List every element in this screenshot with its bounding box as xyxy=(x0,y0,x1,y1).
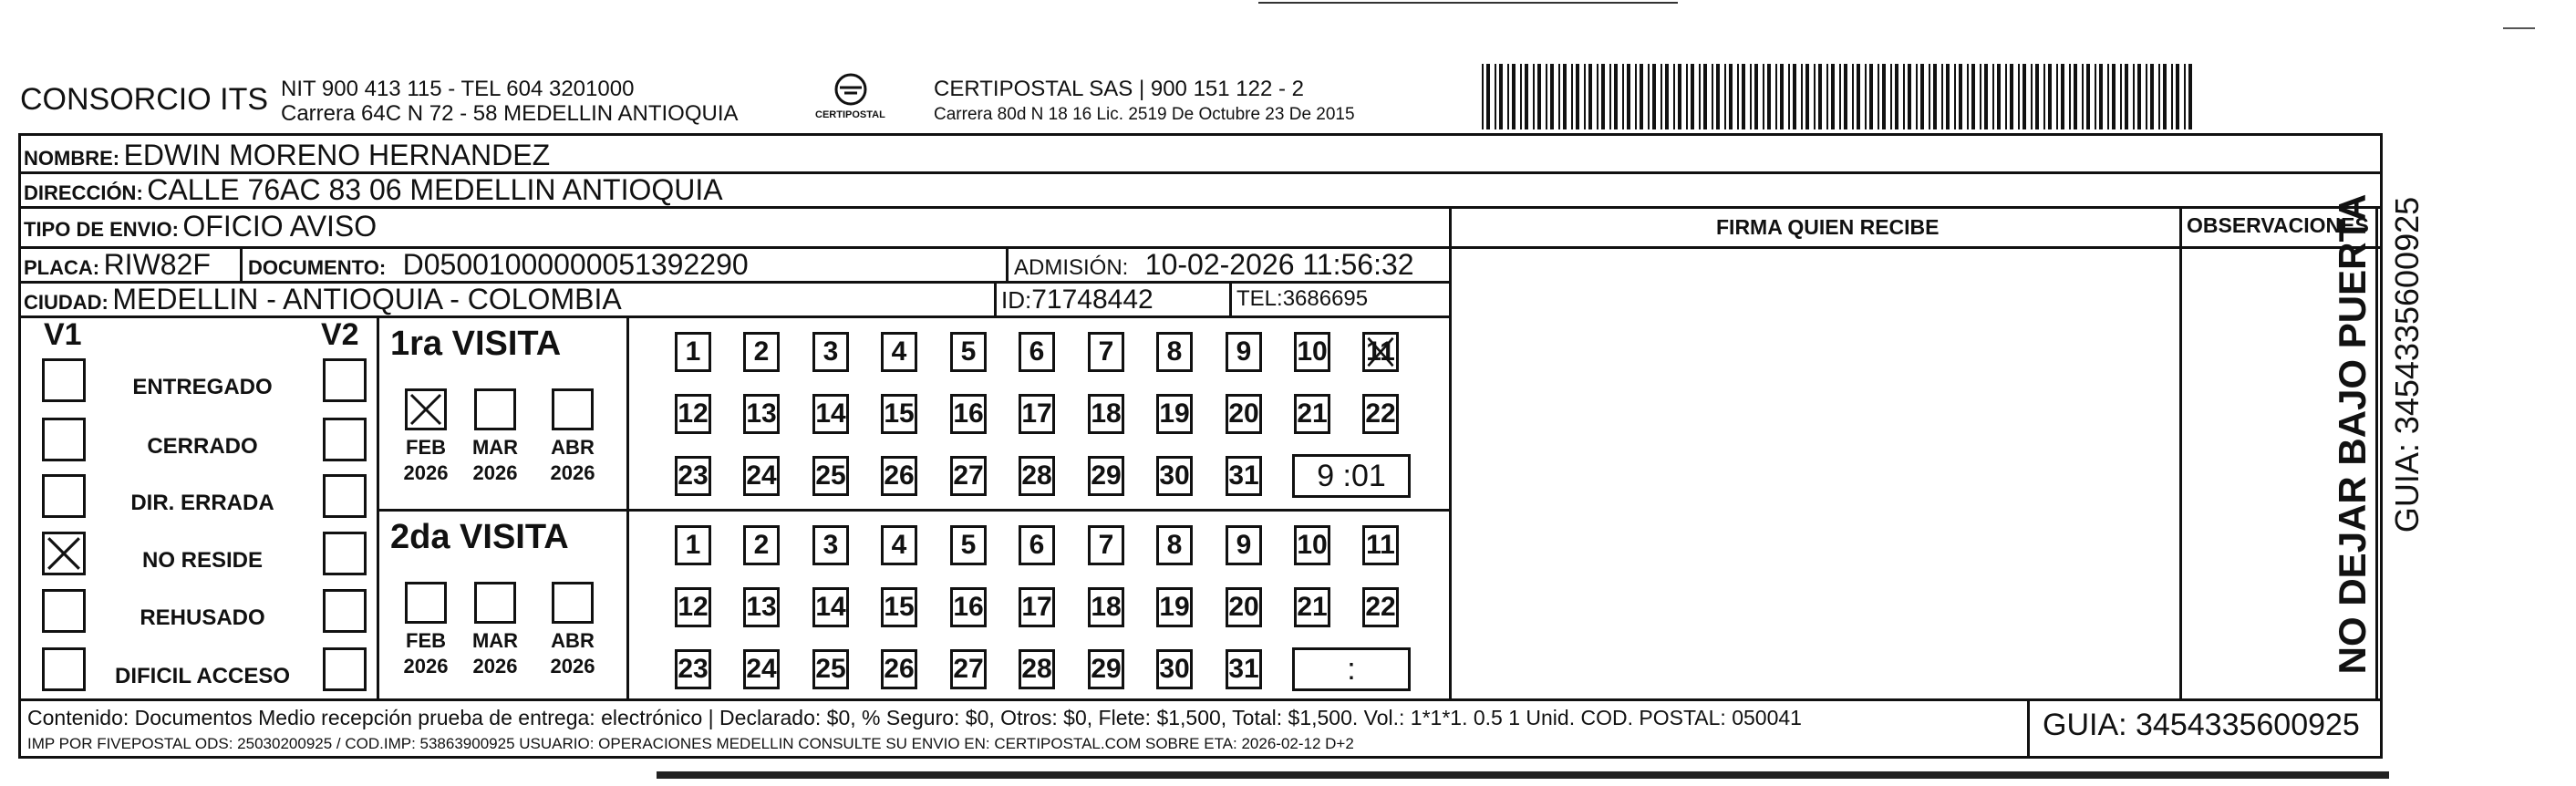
barcode-bar xyxy=(1865,64,1867,129)
side-warning: NO DEJAR BAJO PUERTA xyxy=(2331,193,2374,675)
col-line xyxy=(1229,281,1232,315)
certipostal-logo-icon xyxy=(810,71,892,113)
month-label: FEB xyxy=(406,629,446,652)
month-checkbox[interactable] xyxy=(405,582,447,624)
day-box[interactable]: 24 xyxy=(743,456,780,496)
status-label: REHUSADO xyxy=(140,605,265,630)
barcode-bar xyxy=(1576,64,1579,129)
barcode-bar xyxy=(1920,64,1924,129)
day-box[interactable]: 30 xyxy=(1156,456,1193,496)
day-box[interactable]: 2 xyxy=(743,332,780,372)
v1-checkbox[interactable] xyxy=(42,418,86,461)
barcode-bar xyxy=(2184,64,2186,129)
month-label: FEB xyxy=(406,436,446,459)
barcode-bar xyxy=(1507,64,1509,129)
barcode-bar xyxy=(1703,64,1707,129)
day-box[interactable]: 2 xyxy=(743,525,780,565)
day-box[interactable]: 5 xyxy=(950,525,987,565)
barcode-bar xyxy=(1788,64,1790,129)
day-box[interactable]: 14 xyxy=(812,587,849,627)
status-label: CERRADO xyxy=(147,434,258,459)
nombre-field xyxy=(24,139,550,172)
v2-checkbox[interactable] xyxy=(323,589,367,633)
footer-line1: Contenido: Documentos Medio recepción prueba de entrega: electrónico | Declarado: $0, % Seguro: $0, Otros: $0, Flete: $1,500, Total: $1,500. Vol.: 1*1*1. 0.5 1 Unid. COD. POSTAL: 050041 xyxy=(27,706,1802,729)
day-box[interactable]: 25 xyxy=(812,649,849,689)
col-line xyxy=(240,246,243,281)
day-box[interactable]: 13 xyxy=(743,394,780,434)
barcode-bar xyxy=(1878,64,1879,129)
barcode-bar xyxy=(1933,64,1937,129)
barcode-bar xyxy=(2137,64,2141,129)
barcode-bar xyxy=(1967,64,1969,129)
barcode-bar xyxy=(2163,64,2167,129)
barcode-bar xyxy=(1686,64,1688,129)
check-mark-icon xyxy=(45,534,83,573)
nombre-value: EDWIN MORENO HERNANDEZ xyxy=(123,139,551,171)
courier-line1: CERTIPOSTAL SAS | 900 151 122 - 2 xyxy=(934,77,1304,101)
day-box[interactable]: 7 xyxy=(1088,332,1124,372)
barcode-bar xyxy=(1546,64,1547,129)
barcode-bar xyxy=(2176,64,2179,129)
col-line xyxy=(1449,206,1452,698)
logo-text: CERTIPOSTAL xyxy=(815,109,885,120)
year-label: 2026 xyxy=(550,461,595,484)
time-box[interactable]: : xyxy=(1292,647,1411,691)
day-box[interactable]: 26 xyxy=(881,649,917,689)
barcode-bar xyxy=(1678,64,1681,129)
id-label: ID: xyxy=(1001,286,1032,314)
barcode-bar xyxy=(1614,64,1618,129)
day-box[interactable]: 4 xyxy=(881,332,917,372)
day-box[interactable]: 3 xyxy=(812,332,849,372)
barcode-bar xyxy=(2188,64,2192,129)
day-box[interactable]: 3 xyxy=(812,525,849,565)
barcode-bar xyxy=(1499,64,1503,129)
day-box[interactable]: 10 xyxy=(1294,332,1330,372)
status-label: DIR. ERRADA xyxy=(130,491,274,515)
tipo-field xyxy=(24,210,377,243)
day-box[interactable]: 19 xyxy=(1156,587,1193,627)
tipo-label: TIPO DE ENVIO: xyxy=(24,218,179,241)
day-box[interactable]: 22 xyxy=(1362,394,1399,434)
day-box[interactable]: 18 xyxy=(1088,587,1124,627)
barcode-bar xyxy=(1609,64,1611,129)
barcode-bar xyxy=(1712,64,1713,129)
v2-checkbox[interactable] xyxy=(323,647,367,691)
v1-checkbox[interactable] xyxy=(42,474,86,518)
barcode-bar xyxy=(1558,64,1560,129)
day-box[interactable]: 1 xyxy=(675,332,711,372)
barcode-bar xyxy=(2035,64,2039,129)
day-box[interactable]: 9 xyxy=(1226,332,1262,372)
day-box[interactable]: 15 xyxy=(881,587,917,627)
day-box[interactable]: 28 xyxy=(1019,649,1055,689)
barcode-bar xyxy=(1793,64,1796,129)
certipostal-logo xyxy=(810,71,892,126)
barcode-bar xyxy=(1622,64,1624,129)
barcode-bar xyxy=(1984,64,1988,129)
v1-checkbox[interactable] xyxy=(42,532,86,575)
month-checkbox[interactable] xyxy=(552,388,594,430)
barcode-bar xyxy=(2005,64,2007,129)
barcode-bar xyxy=(1716,64,1720,129)
company-line2: Carrera 64C N 72 - 58 MEDELLIN ANTIOQUIA xyxy=(281,101,739,126)
barcode-bar xyxy=(1908,64,1911,129)
footer-guia: GUIA: 3454335600925 xyxy=(2043,708,2360,742)
barcode-bar xyxy=(1495,64,1496,129)
barcode-bar xyxy=(1763,64,1764,129)
barcode-bar xyxy=(1635,64,1637,129)
barcode-bar xyxy=(1652,64,1656,129)
documento-label: DOCUMENTO: xyxy=(248,256,387,279)
barcode-bar xyxy=(1895,64,1898,129)
barcode-bar xyxy=(1640,64,1643,129)
barcode-bar xyxy=(1890,64,1892,129)
barcode-bar xyxy=(2018,64,2020,129)
col-line xyxy=(377,315,379,698)
day-box[interactable]: 31 xyxy=(1226,456,1262,496)
barcode-bar xyxy=(1954,64,1956,129)
col-line xyxy=(994,281,997,315)
col-line xyxy=(2375,206,2378,698)
barcode-bar xyxy=(1660,64,1662,129)
day-box[interactable]: 22 xyxy=(1362,587,1399,627)
year-label: 2026 xyxy=(403,461,449,484)
scan-mark-top xyxy=(1258,2,1678,4)
direccion-field xyxy=(24,173,723,207)
day-box[interactable]: 10 xyxy=(1294,525,1330,565)
month-label: MAR xyxy=(471,436,519,459)
footer-line2: IMP POR FIVEPOSTAL ODS: 25030200925 / COD.IMP: 53863900925 USUARIO: OPERACIONES MEDELLIN CONSULTE SU ENVIO EN: CERTIPOSTAL.COM SOBRE ETA: 2026-02-12 D+2 xyxy=(27,735,1354,752)
month-checkbox[interactable] xyxy=(552,582,594,624)
barcode-bar xyxy=(2146,64,2147,129)
ciudad-value: MEDELLIN - ANTIOQUIA - COLOMBIA xyxy=(112,283,622,315)
barcode-bar xyxy=(1533,64,1535,129)
placa-label: PLACA: xyxy=(24,256,100,279)
day-box[interactable]: 26 xyxy=(881,456,917,496)
company-name: CONSORCIO ITS xyxy=(20,82,269,117)
v1-header: V1 xyxy=(44,317,82,352)
placa-value: RIW82F xyxy=(103,248,211,281)
documento-value: D05001000000051392290 xyxy=(402,248,749,281)
day-box[interactable]: 27 xyxy=(950,649,987,689)
ciudad-field xyxy=(24,283,622,316)
barcode-bar xyxy=(1941,64,1943,129)
day-box[interactable]: 31 xyxy=(1226,649,1262,689)
scan-mark-right xyxy=(2503,27,2535,29)
barcode-bar xyxy=(1597,64,1598,129)
v2-checkbox[interactable] xyxy=(323,532,367,575)
month-label: ABR xyxy=(551,436,595,459)
barcode-bar xyxy=(1818,64,1822,129)
barcode-bar xyxy=(1588,64,1592,129)
barcode-bar xyxy=(1903,64,1905,129)
barcode-bar xyxy=(1550,64,1554,129)
day-box[interactable]: 16 xyxy=(950,394,987,434)
barcode-bar xyxy=(1831,64,1835,129)
barcode-bar xyxy=(1980,64,1981,129)
barcode-bar xyxy=(2107,64,2109,129)
barcode-bar xyxy=(1992,64,1994,129)
barcode-bar xyxy=(1729,64,1733,129)
day-box[interactable]: 12 xyxy=(675,394,711,434)
barcode-bar xyxy=(1699,64,1701,129)
day-box[interactable]: 6 xyxy=(1019,525,1055,565)
firma-header: FIRMA QUIEN RECIBE xyxy=(1716,215,1940,239)
id-field xyxy=(1001,284,1154,315)
day-box[interactable]: 1 xyxy=(675,525,711,565)
barcode-bar xyxy=(1537,64,1541,129)
observaciones-header: OBSERVACIONES xyxy=(2187,213,2369,237)
month-checkbox[interactable] xyxy=(474,388,516,430)
day-box[interactable]: 28 xyxy=(1019,456,1055,496)
day-box[interactable]: 19 xyxy=(1156,394,1193,434)
day-box[interactable]: 30 xyxy=(1156,649,1193,689)
barcode-bar xyxy=(2082,64,2084,129)
year-label: 2026 xyxy=(472,655,518,677)
row-line xyxy=(1452,246,2383,249)
day-box[interactable]: 24 xyxy=(743,649,780,689)
day-box[interactable]: 9 xyxy=(1226,525,1262,565)
barcode-bar xyxy=(1571,64,1573,129)
barcode-bar xyxy=(2158,64,2160,129)
barcode-bar xyxy=(1742,64,1745,129)
barcode-bar xyxy=(1627,64,1630,129)
day-box[interactable]: 4 xyxy=(881,525,917,565)
barcode-bar xyxy=(2010,64,2013,129)
day-box[interactable]: 23 xyxy=(675,456,711,496)
barcode-bar xyxy=(1486,64,1490,129)
barcode-bar xyxy=(2061,64,2064,129)
year-label: 2026 xyxy=(550,655,595,677)
col-line xyxy=(1006,246,1009,281)
month-checkbox[interactable] xyxy=(405,388,447,430)
barcode-bar xyxy=(2043,64,2045,129)
direccion-value: CALLE 76AC 83 06 MEDELLIN ANTIOQUIA xyxy=(147,173,723,206)
barcode-bar xyxy=(1857,64,1860,129)
nombre-label: NOMBRE: xyxy=(24,147,120,170)
barcode-bar xyxy=(1780,64,1784,129)
barcode-bar xyxy=(1724,64,1726,129)
status-label: ENTREGADO xyxy=(132,375,273,399)
day-box[interactable]: 11 xyxy=(1362,332,1399,372)
v1-checkbox[interactable] xyxy=(42,358,86,402)
barcode-bar xyxy=(1882,64,1886,129)
barcode-bar xyxy=(2048,64,2052,129)
ciudad-label: CIUDAD: xyxy=(24,291,109,314)
month-checkbox[interactable] xyxy=(474,582,516,624)
day-box[interactable]: 29 xyxy=(1088,649,1124,689)
barcode-bar xyxy=(2171,64,2173,129)
day-box[interactable]: 25 xyxy=(812,456,849,496)
id-value: 71748442 xyxy=(1031,284,1154,315)
day-box[interactable]: 20 xyxy=(1226,394,1262,434)
admision-field xyxy=(1014,248,1414,282)
courier-line2: Carrera 80d N 18 16 Lic. 2519 De Octubre 23 De 2015 xyxy=(934,105,1355,124)
barcode-bar xyxy=(1520,64,1522,129)
col-line xyxy=(2179,206,2182,698)
status-label: DIFICIL ACCESO xyxy=(114,664,291,688)
barcode xyxy=(1482,64,2202,129)
barcode-bar xyxy=(1525,64,1528,129)
visit-title: 1ra VISITA xyxy=(390,325,562,363)
barcode-bar xyxy=(1997,64,2001,129)
barcode-bar xyxy=(1801,64,1803,129)
v2-checkbox[interactable] xyxy=(323,474,367,518)
company-line1: NIT 900 413 115 - TEL 604 3201000 xyxy=(281,77,635,101)
day-box[interactable]: 29 xyxy=(1088,456,1124,496)
year-label: 2026 xyxy=(403,655,449,677)
time-box[interactable]: 9 :01 xyxy=(1292,454,1411,498)
day-box[interactable]: 12 xyxy=(675,587,711,627)
check-mark-icon xyxy=(1365,335,1396,369)
barcode-bar xyxy=(2133,64,2135,129)
barcode-bar xyxy=(1750,64,1752,129)
barcode-bar xyxy=(1826,64,1828,129)
barcode-bar xyxy=(1665,64,1669,129)
v2-header: V2 xyxy=(321,317,359,352)
barcode-bar xyxy=(2095,64,2096,129)
status-label: NO RESIDE xyxy=(141,548,264,573)
barcode-bar xyxy=(2074,64,2077,129)
day-box[interactable]: 18 xyxy=(1088,394,1124,434)
tel-value: 3686695 xyxy=(1282,286,1369,311)
barcode-bar xyxy=(1648,64,1650,129)
day-box[interactable]: 17 xyxy=(1019,394,1055,434)
barcode-bar xyxy=(1946,64,1950,129)
side-guia: GUIA: 3454335600925 xyxy=(2388,196,2426,533)
day-box[interactable]: 17 xyxy=(1019,587,1055,627)
tipo-value: OFICIO AVISO xyxy=(182,210,378,243)
day-box[interactable]: 8 xyxy=(1156,332,1193,372)
barcode-bar xyxy=(2056,64,2058,129)
barcode-bar xyxy=(1512,64,1516,129)
day-box[interactable]: 21 xyxy=(1294,587,1330,627)
day-box[interactable]: 8 xyxy=(1156,525,1193,565)
barcode-bar xyxy=(1584,64,1586,129)
barcode-bar xyxy=(1767,64,1771,129)
barcode-bar xyxy=(2031,64,2033,129)
barcode-bar xyxy=(1929,64,1930,129)
barcode-bar xyxy=(1691,64,1694,129)
barcode-bar xyxy=(2150,64,2154,129)
year-label: 2026 xyxy=(472,461,518,484)
row-line xyxy=(379,509,1452,512)
placa-field xyxy=(24,248,211,282)
barcode-bar xyxy=(1601,64,1605,129)
day-box[interactable]: 13 xyxy=(743,587,780,627)
day-box[interactable]: 6 xyxy=(1019,332,1055,372)
v1-checkbox[interactable] xyxy=(42,589,86,633)
col-line xyxy=(626,315,629,698)
barcode-bar xyxy=(1844,64,1847,129)
barcode-bar xyxy=(1673,64,1675,129)
barcode-bar xyxy=(2120,64,2122,129)
tel-label: TEL: xyxy=(1236,286,1283,311)
v2-checkbox[interactable] xyxy=(323,418,367,461)
barcode-bar xyxy=(1737,64,1739,129)
barcode-bar xyxy=(2023,64,2026,129)
v2-checkbox[interactable] xyxy=(323,358,367,402)
day-box[interactable]: 14 xyxy=(812,394,849,434)
barcode-bar xyxy=(1814,64,1816,129)
col-line xyxy=(2027,698,2030,759)
barcode-bar xyxy=(1839,64,1841,129)
day-box[interactable]: 27 xyxy=(950,456,987,496)
day-box[interactable]: 7 xyxy=(1088,525,1124,565)
barcode-bar xyxy=(1482,64,1484,129)
day-box[interactable]: 5 xyxy=(950,332,987,372)
v1-checkbox[interactable] xyxy=(42,647,86,691)
day-box[interactable]: 20 xyxy=(1226,587,1262,627)
barcode-bar xyxy=(1971,64,1975,129)
day-box[interactable]: 16 xyxy=(950,587,987,627)
barcode-bar xyxy=(1805,64,1809,129)
barcode-bar xyxy=(2125,64,2128,129)
day-box[interactable]: 21 xyxy=(1294,394,1330,434)
month-label: MAR xyxy=(471,629,519,652)
barcode-bar xyxy=(1754,64,1758,129)
day-box[interactable]: 11 xyxy=(1362,525,1399,565)
visit-title: 2da VISITA xyxy=(390,518,569,556)
barcode-bar xyxy=(1852,64,1854,129)
admision-label: ADMISIÓN: xyxy=(1014,255,1129,280)
barcode-bar xyxy=(1959,64,1962,129)
documento-field xyxy=(248,248,749,282)
barcode-bar xyxy=(1869,64,1873,129)
barcode-bar xyxy=(2086,64,2090,129)
barcode-bar xyxy=(2099,64,2103,129)
barcode-bar xyxy=(1563,64,1567,129)
tel-field xyxy=(1236,286,1368,312)
barcode-bar xyxy=(1775,64,1777,129)
barcode-bar xyxy=(2069,64,2071,129)
day-box[interactable]: 15 xyxy=(881,394,917,434)
day-box[interactable]: 23 xyxy=(675,649,711,689)
barcode-bar xyxy=(2112,64,2116,129)
check-mark-icon xyxy=(408,391,444,428)
month-label: ABR xyxy=(551,629,595,652)
direccion-label: DIRECCIÓN: xyxy=(24,181,143,204)
scan-mark-bottom xyxy=(657,771,2389,779)
admision-value: 10-02-2026 11:56:32 xyxy=(1144,248,1414,281)
barcode-bar xyxy=(1916,64,1918,129)
